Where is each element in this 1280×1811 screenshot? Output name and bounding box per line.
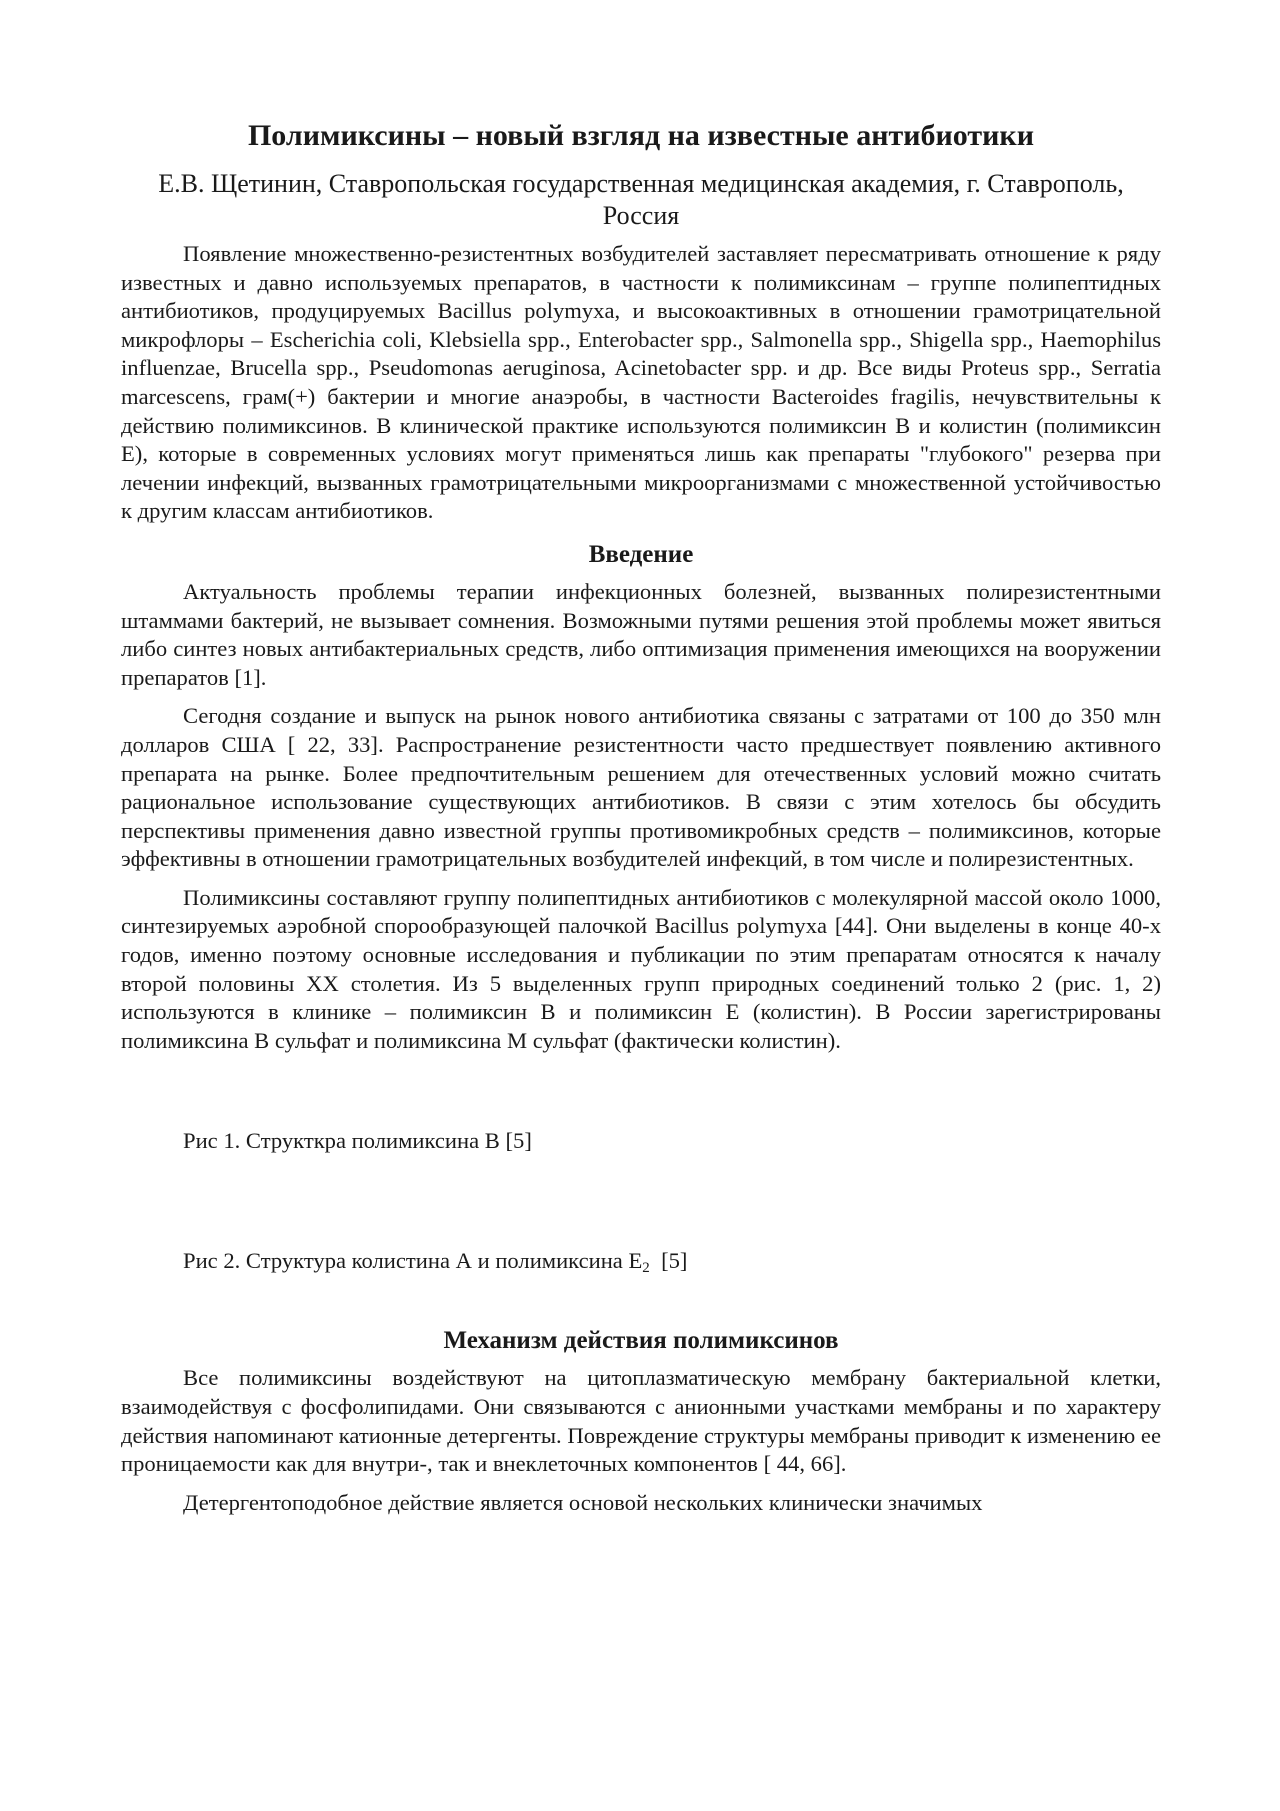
intro-paragraph-1: Актуальность проблемы терапии инфекционных болезней, вызванных полирезистентными штаммами бактерий, не вызывает сомнения. Возможными путями решения этой проблемы может явиться либо синтез новых антибактериальных средств, либо оптимизация применения имеющихся на вооружении препаратов [1]. [121,578,1161,690]
mechanism-heading: Механизм действия полимиксинов [443,1327,839,1355]
figure-2-caption-subscript: 2 [642,1260,650,1277]
mechanism-paragraph-1: Все полимиксины воздействуют на цитоплазматическую мембрану бактериальной клетки, взаимодействуя с фосфолипидами. Они связываются с анионными участками мембраны и по характеру действия напоминают катионные детергенты. Повреждение структуры мембраны приводит к изменению ее проницаемости как для внутри-, так и внеклеточных компонентов [ 44, 66]. [121,1365,1161,1477]
figure-2-caption-text: Рис 2. Структура колистина А и полимиксина Е [183,1248,643,1274]
mechanism-paragraph-2: Детергентоподобное действие является основой нескольких клинически значимых [183,1489,983,1515]
figure-2-caption-ref: [5] [661,1248,688,1274]
intro-heading: Введение [588,540,694,568]
abstract-paragraph: Появление множественно-резистентных возбудителей заставляет пересматривать отношение к ряду известных и давно используемых препаратов, в частности к полимиксинам – группе полипептидных антибиотиков, продуцируемых Bacillus polymyxa, и высокоактивных в отношении грамотрицательной микрофлоры – Escherichia coli, Klebsiella spp., Enterobacter spp., Salmonella spp., Shigella spp., Haemophilus influenzae, Brucella spp., Pseudomonas aeruginosa, Acinetobacter spp. и др. Все виды Proteus spp., Serratia marcescens, грам(+) бактерии и многие анаэробы, в частности Bacteroides fragilis, нечувствительны к действию полимиксинов. В клинической практике используются полимиксин В и колистин (полимиксин Е), которые в современных условиях могут применяться лишь как препараты "глубокого" резерва при лечении инфекций, вызванных грамотрицательными микроорганизмами с множественной устойчивостью к другим классам антибиотиков. [121,241,1161,524]
intro-paragraph-3: Полимиксины составляют группу полипептидных антибиотиков с молекулярной массой около 1000, синтезируемых аэробной спорообразующей палочкой Bacillus polymyxa [44]. Они выделены в конце 40-х годов, именно поэтому основные исследования и публикации по этим препаратам относятся к началу второй половины XX столетия. Из 5 выделенных групп природных соединений только 2 (рис. 1, 2) используются в клинике – полимиксин В и полимиксин Е (колистин). В России зарегистрированы полимиксина В сульфат и полимиксина М сульфат (фактически колистин). [121,884,1161,1053]
figure-2-caption [183,1247,1161,1282]
author-affiliation: Е.В. Щетинин, Ставропольская государственная медицинская академия, г. Ставрополь, Россия [158,169,1124,230]
document-page [121,118,1161,1527]
intro-paragraph-2: Сегодня создание и выпуск на рынок нового антибиотика связаны с затратами от 100 до 350 млн долларов США [ 22, 33]. Распространение резистентности часто предшествует появлению активного препарата на рынке. Более предпочтительным решением для отечественных условий можно считать рациональное использование существующих антибиотиков. В связи с этим хотелось бы обсудить перспективы применения давно известной группы противомикробных средств – полимиксинов, которые эффективны в отношении грамотрицательных возбудителей инфекций, в том числе и полирезистентных. [121,703,1161,872]
document-title: Полимиксины – новый взгляд на известные антибиотики [247,119,1035,152]
figure-1-caption: Рис 1. Структкра полимиксина В [5] [183,1128,532,1154]
